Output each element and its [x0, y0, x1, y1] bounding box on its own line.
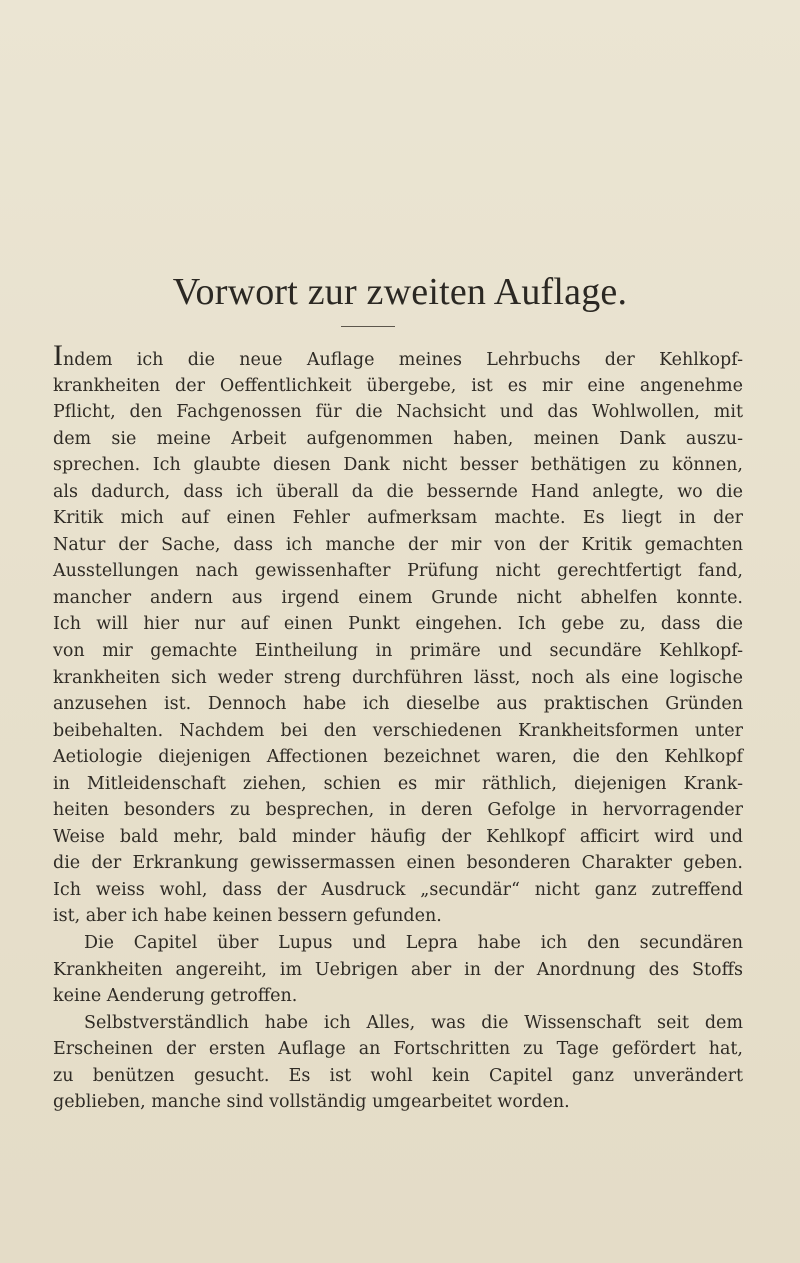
- text-line: [53, 983, 743, 1010]
- line-text: von mir gemachte Eintheilung in primäre und secundäre Kehlkopf-: [53, 641, 743, 662]
- line-text: Ich will hier nur auf einen Punkt eingehen. Ich gebe zu, dass die: [53, 614, 743, 635]
- line-text: Natur der Sache, dass ich manche der mir von der Kritik gemachten: [53, 534, 743, 555]
- text-line: [53, 452, 743, 479]
- text-line: [53, 824, 743, 851]
- initial-letter: I: [53, 339, 63, 372]
- line-text: als dadurch, dass ich überall da die bessernde Hand anlegte, wo die: [53, 481, 743, 502]
- text-line: [53, 771, 743, 798]
- line-text: mancher andern aus irgend einem Grunde nicht abhelfen konnte.: [53, 587, 743, 608]
- line-text: krankheiten der Oeffentlichkeit übergebe, ist es mir eine angenehme: [53, 375, 743, 396]
- line-text: ist, aber ich habe keinen bessern gefunden.: [53, 906, 442, 927]
- text-line: [53, 611, 743, 638]
- line-text: dem sie meine Arbeit aufgenommen haben, meinen Dank auszu-: [53, 428, 743, 449]
- line-text: anzusehen ist. Dennoch habe ich dieselbe aus praktischen Gründen: [53, 694, 743, 715]
- line-text: Selbstverständlich habe ich Alles, was die Wissenschaft seit dem: [84, 1012, 743, 1033]
- text-line: [53, 718, 743, 745]
- text-line: [53, 877, 743, 904]
- text-line: [53, 558, 743, 585]
- title-divider: [341, 326, 395, 327]
- preface-text: [53, 339, 743, 1116]
- line-text: keine Aenderung getroffen.: [53, 986, 298, 1007]
- line-text: in Mitleidenschaft ziehen, schien es mir räthlich, diejenigen Krank-: [53, 773, 743, 794]
- line-text: krankheiten sich weder streng durchführen lässt, noch als eine logische: [53, 667, 743, 688]
- line-text: Erscheinen der ersten Auflage an Fortschritten zu Tage gefördert hat,: [53, 1039, 743, 1060]
- text-line: [53, 850, 743, 877]
- line-text: zu benützen gesucht. Es ist wohl kein Capitel ganz unverändert: [53, 1065, 743, 1086]
- page-title: Vorwort zur zweiten Auflage.: [172, 271, 628, 313]
- line-text: Ausstellungen nach gewissenhafter Prüfung nicht gerechtfertigt fand,: [53, 561, 743, 582]
- line-text: sprechen. Ich glaubte diesen Dank nicht besser bethätigen zu können,: [53, 455, 743, 476]
- text-line: [53, 426, 743, 453]
- line-text: geblieben, manche sind vollständig umgearbeitet worden.: [53, 1092, 570, 1113]
- line-text: Krankheiten angereiht, im Uebrigen aber in der Anordnung des Stoffs: [53, 959, 743, 980]
- text-line: [53, 1089, 743, 1116]
- text-line: [53, 903, 743, 930]
- line-text: Die Capitel über Lupus und Lepra habe ich den secundären: [84, 933, 743, 954]
- text-line: [53, 505, 743, 532]
- line-text: ndem ich die neue Auflage meines Lehrbuchs der Kehlkopf-: [63, 350, 743, 370]
- line-text: Aetiologie diejenigen Affectionen bezeichnet waren, die den Kehlkopf: [53, 747, 743, 768]
- line-text: die der Erkrankung gewissermassen einen besonderen Charakter geben.: [53, 853, 743, 874]
- text-line: [53, 1010, 743, 1037]
- text-line: [53, 339, 743, 373]
- text-line: [53, 373, 743, 400]
- text-line: [53, 1036, 743, 1063]
- line-text: Pflicht, den Fachgenossen für die Nachsicht und das Wohlwollen, mit: [53, 402, 743, 423]
- text-line: [53, 399, 743, 426]
- line-text: Weise bald mehr, bald minder häufig der Kehlkopf afficirt wird und: [53, 826, 743, 847]
- line-text: beibehalten. Nachdem bei den verschiedenen Krankheitsformen unter: [53, 720, 743, 741]
- text-line: [53, 665, 743, 692]
- text-line: [53, 744, 743, 771]
- text-line: [53, 957, 743, 984]
- text-line: [53, 930, 743, 957]
- text-line: [53, 532, 743, 559]
- line-text: Kritik mich auf einen Fehler aufmerksam machte. Es liegt in der: [53, 508, 743, 529]
- text-line: [53, 479, 743, 506]
- text-line: [53, 1063, 743, 1090]
- text-line: [53, 797, 743, 824]
- line-text: heiten besonders zu besprechen, in deren Gefolge in hervorragender: [53, 800, 743, 821]
- line-text: Ich weiss wohl, dass der Ausdruck „secundär“ nicht ganz zutreffend: [53, 879, 743, 900]
- text-line: [53, 638, 743, 665]
- text-line: [53, 691, 743, 718]
- text-line: [53, 585, 743, 612]
